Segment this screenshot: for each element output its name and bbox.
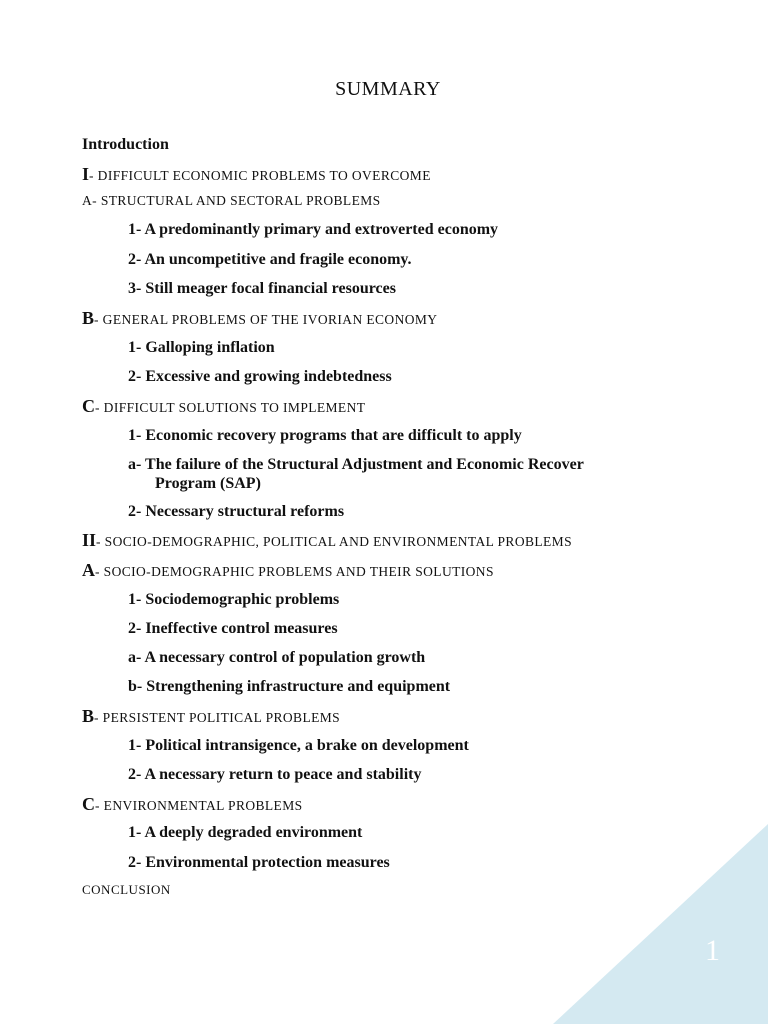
toc-introduction: Introduction xyxy=(82,136,169,153)
toc-part-2-b xyxy=(82,706,340,728)
toc-item: 1- A deeply degraded environment xyxy=(128,824,363,841)
toc-item: 3- Still meager focal financial resources xyxy=(128,280,396,297)
subsection-letter: B xyxy=(82,706,95,726)
subsection-label: - SOCIO-DEMOGRAPHIC PROBLEMS AND THEIR SOLUTIONS xyxy=(95,564,494,579)
section-label: - DIFFICULT ECONOMIC PROBLEMS TO OVERCOME xyxy=(89,168,431,183)
subsection-label: - DIFFICULT SOLUTIONS TO IMPLEMENT xyxy=(95,400,366,415)
page-title: SUMMARY xyxy=(335,78,441,100)
subsection-label: - GENERAL PROBLEMS OF THE IVORIAN ECONOMY xyxy=(94,312,438,327)
toc-item: a- The failure of the Structural Adjustment and Economic Recover xyxy=(128,456,584,473)
section-numeral: II xyxy=(82,530,97,550)
toc-part-1 xyxy=(82,164,431,186)
toc-part-2 xyxy=(82,530,572,552)
toc-conclusion: CONCLUSION xyxy=(82,882,171,897)
toc-item: 2- A necessary return to peace and stability xyxy=(128,766,422,783)
toc-item-continued: Program (SAP) xyxy=(155,475,261,492)
toc-item: 1- Sociodemographic problems xyxy=(128,591,340,608)
subsection-label: - ENVIRONMENTAL PROBLEMS xyxy=(95,798,303,813)
subsection-label: - PERSISTENT POLITICAL PROBLEMS xyxy=(94,710,341,725)
subsection-letter: A xyxy=(82,560,95,580)
subsection-label: - STRUCTURAL AND SECTORAL PROBLEMS xyxy=(92,193,381,208)
toc-part-1-b xyxy=(82,308,437,330)
subsection-letter: A xyxy=(82,193,93,208)
toc-item: a- A necessary control of population growth xyxy=(128,649,426,666)
toc-part-1-a xyxy=(82,191,381,211)
toc-item: b- Strengthening infrastructure and equipment xyxy=(128,678,451,695)
toc-item: 2- Environmental protection measures xyxy=(128,854,390,871)
page-number: 1 xyxy=(705,934,720,967)
section-numeral: I xyxy=(82,164,90,184)
toc-item: 1- Galloping inflation xyxy=(128,339,275,356)
toc-item: 1- Economic recovery programs that are difficult to apply xyxy=(128,427,522,444)
toc-item: 2- Excessive and growing indebtedness xyxy=(128,368,392,385)
toc-part-2-c xyxy=(82,794,303,816)
toc-item: 1- A predominantly primary and extroverted economy xyxy=(128,221,499,238)
corner-triangle-decoration xyxy=(553,824,768,1024)
toc-item: 2- An uncompetitive and fragile economy. xyxy=(128,251,412,268)
toc-item: 2- Ineffective control measures xyxy=(128,620,338,637)
toc-item: 2- Necessary structural reforms xyxy=(128,503,345,520)
toc-item: 1- Political intransigence, a brake on development xyxy=(128,737,469,754)
toc-part-2-a xyxy=(82,560,494,582)
section-label: - SOCIO-DEMOGRAPHIC, POLITICAL AND ENVIRONMENTAL PROBLEMS xyxy=(96,534,572,549)
subsection-letter: C xyxy=(82,794,95,814)
toc-part-1-c xyxy=(82,396,365,418)
subsection-letter: B xyxy=(82,308,95,328)
subsection-letter: C xyxy=(82,396,95,416)
